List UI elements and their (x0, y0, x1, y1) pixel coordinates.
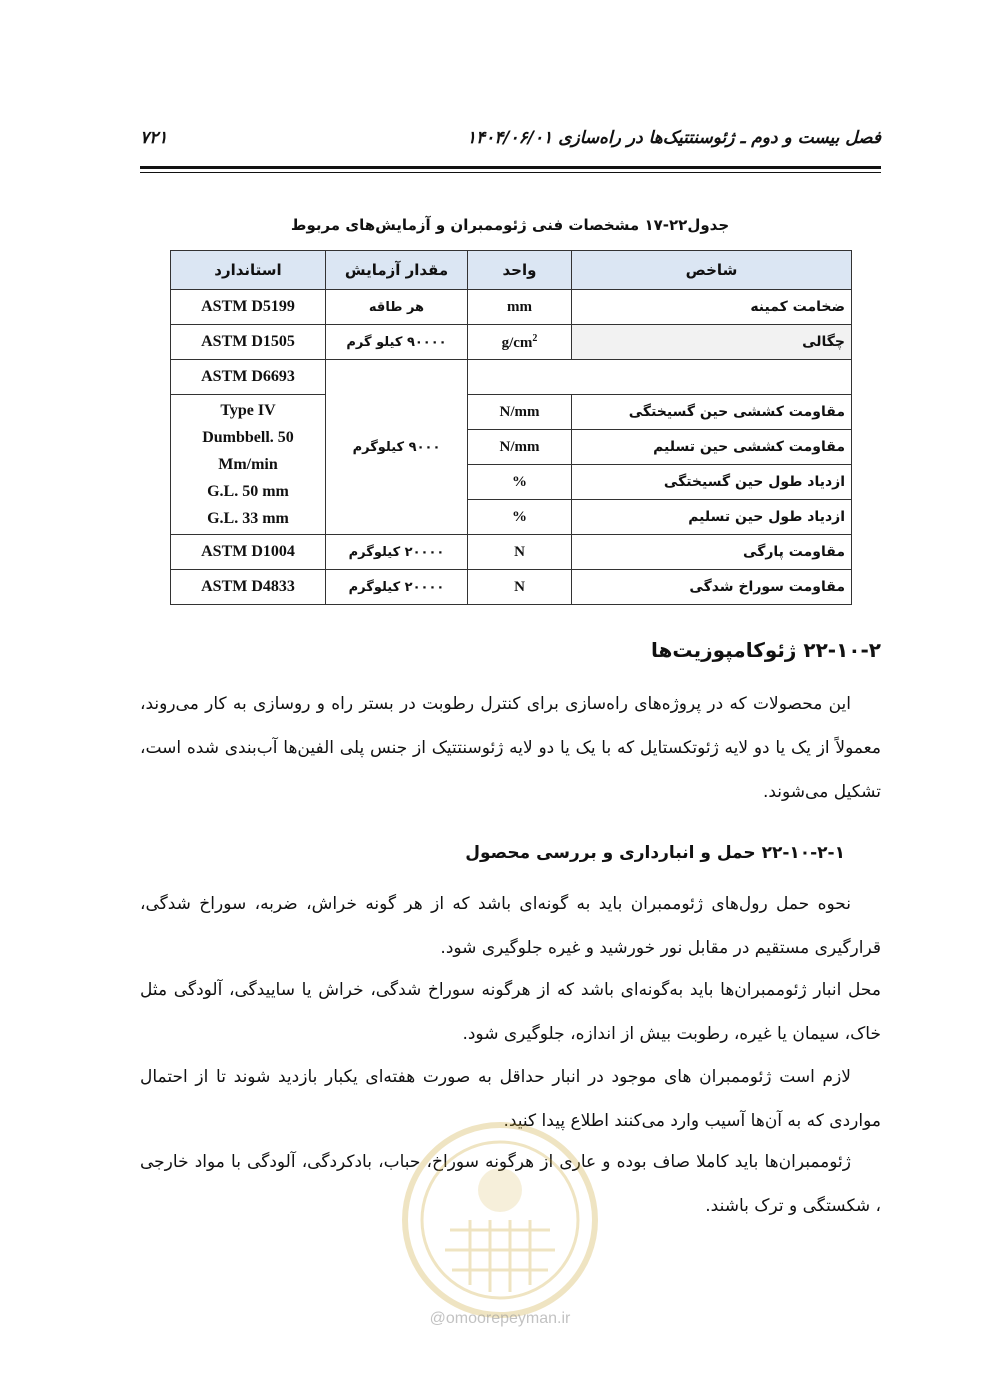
cell-quantity: ۲۰۰۰۰ کیلوگرم (326, 570, 468, 605)
header-rule-thick (140, 166, 881, 169)
cell-empty (468, 360, 852, 395)
cell-property: ازدیاد طول حین گسیختگی (572, 465, 852, 500)
unit-base: g/cm (501, 334, 533, 351)
cell-unit: % (468, 465, 572, 500)
cell-standard-details (171, 395, 326, 535)
body-paragraph (140, 882, 881, 970)
paragraph-text: ژئوممبران‌ها باید کاملا صاف بوده و عاری از هرگونه سوراخ، حباب، بادکردگی، آلودگی با مواد خارجی ، شکستگی و ترک باشند. (140, 1152, 881, 1216)
cell-quantity: ۹۰۰۰۰ کیلو گرم (326, 325, 468, 360)
cell-standard: ASTM D1505 (171, 325, 326, 360)
table-row (171, 535, 852, 570)
intro-paragraph (140, 682, 881, 814)
body-paragraph (140, 968, 881, 1056)
header-unit: واحد (468, 251, 572, 290)
subsection-heading: ۲۲-۱۰-۲-۱ حمل و انبارداری و بررسی محصول (465, 843, 845, 863)
spec-table (170, 250, 852, 605)
table-row (171, 290, 852, 325)
standard-line: G.L. 33 mm (207, 510, 289, 527)
cell-unit: N/mm (468, 430, 572, 465)
cell-unit: N (468, 535, 572, 570)
cell-property: مقاومت کششی حین گسیختگی (572, 395, 852, 430)
cell-property: مقاومت کششی حین تسلیم (572, 430, 852, 465)
table-header-row (171, 251, 852, 290)
cell-unit: N/mm (468, 395, 572, 430)
standard-line: Mm/min (218, 456, 278, 473)
header-quantity: مقدار آزمایش (326, 251, 468, 290)
cell-unit (468, 325, 572, 360)
intro-text: این محصولات که در پروژه‌های راه‌سازی برای کنترل رطوبت در بستر راه و روسازی به کار می‌روند، معمولاً از یک یا دو لایه ژئوتکستایل که با یک یا دو لایه ژئوسنتتیک از جنس پلی الفین‌ها آب‌بندی شده است، تشکیل می‌شوند. (140, 694, 881, 802)
cell-unit: % (468, 500, 572, 535)
cell-quantity: هر طاقه (326, 290, 468, 325)
watermark-seal (390, 1110, 610, 1340)
cell-standard: ASTM D1004 (171, 535, 326, 570)
cell-property: ضخامت کمینه (572, 290, 852, 325)
cell-standard-group-title: ASTM D6693 (171, 360, 326, 395)
standard-line: Dumbbell. 50 (202, 429, 294, 446)
cell-property: مقاومت پارگی (572, 535, 852, 570)
standard-line: G.L. 50 mm (207, 483, 289, 500)
running-header (140, 128, 881, 156)
cell-property: چگالی (572, 325, 852, 360)
table-row (171, 325, 852, 360)
paragraph-text: نحوه حمل رول‌های ژئوممبران باید به گونه‌ای باشد که از هر گونه خراش، ضربه، سوراخ شدگی، قرارگیری مستقیم در مقابل نور خورشید و غیره جلوگیری شود. (140, 894, 881, 958)
page-number: ۷۲۱ (140, 128, 168, 148)
cell-standard: ASTM D5199 (171, 290, 326, 325)
paragraph-text: محل انبار ژئوممبران‌ها باید به‌گونه‌ای باشد که از هرگونه سوراخ شدگی، خراش یا ساییدگی، آلودگی مثل خاک، سیمان یا غیره، رطوبت بیش از اندازه، جلوگیری شود. (140, 980, 881, 1044)
chapter-title: فصل بیست و دوم ـ ژئوسنتتیک‌ها در راه‌سازی ۱۴۰۴/۰۶/۰۱ (466, 128, 881, 148)
section-heading: ۲۲-۱۰-۲ ژئوکامپوزیت‌ها (651, 638, 881, 662)
cell-quantity: ۲۰۰۰۰ کیلوگرم (326, 535, 468, 570)
cell-property: ازدیاد طول حین تسلیم (572, 500, 852, 535)
header-standard: استاندارد (171, 251, 326, 290)
header-rule-thin (140, 172, 881, 173)
table-row (171, 360, 852, 395)
cell-unit: mm (468, 290, 572, 325)
cell-quantity-group: ۹۰۰۰ کیلوگرم (326, 360, 468, 535)
header-property: شاخص (572, 251, 852, 290)
table-row (171, 570, 852, 605)
cell-unit: N (468, 570, 572, 605)
watermark-text: @omoorepeyman.ir (429, 1310, 571, 1327)
cell-property: مقاومت سوراخ شدگی (572, 570, 852, 605)
paragraph-text: لازم است ژئوممبران های موجود در انبار حداقل به صورت هفته‌ای یکبار بازدید شوند تا از احتمال مواردی که به آن‌ها آسیب وارد می‌کنند اطلاع پیدا کنید. (140, 1067, 881, 1131)
standard-line: Type IV (220, 402, 276, 419)
table-caption: جدول۲۲-۱۷ مشخصات فنی ژئوممبران و آزمایش‌های مربوط (290, 216, 730, 234)
cell-standard: ASTM D4833 (171, 570, 326, 605)
unit-superscript: 2 (532, 332, 538, 344)
table-row (171, 395, 852, 430)
